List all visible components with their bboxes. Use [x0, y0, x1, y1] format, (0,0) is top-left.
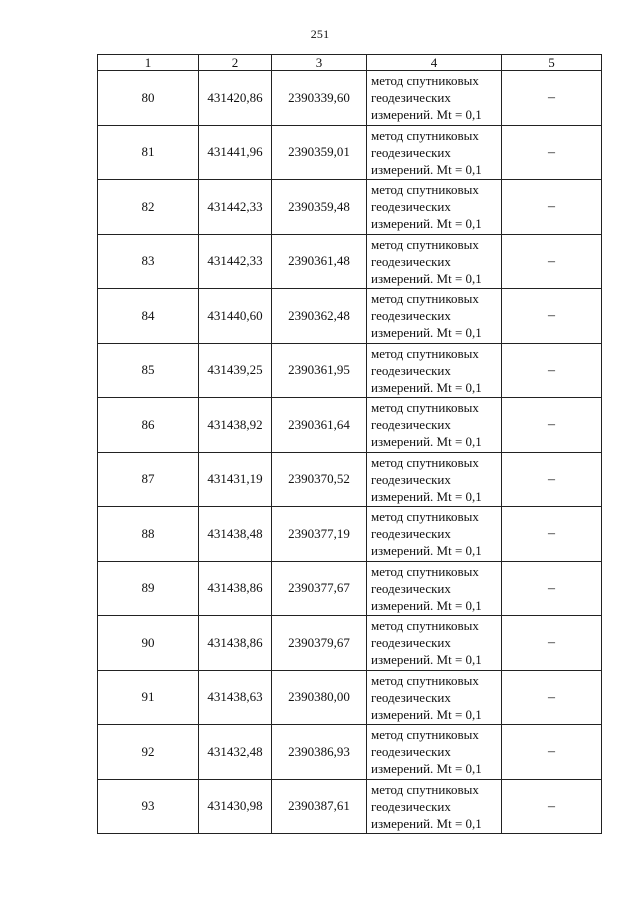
- header-col-1: 1: [98, 55, 199, 71]
- note-dash: –: [548, 798, 555, 814]
- coord-y: 2390387,61: [272, 779, 367, 834]
- note-cell: [502, 398, 602, 453]
- point-number: 86: [98, 398, 199, 453]
- method-cell: [367, 180, 502, 235]
- page-number: 251: [310, 27, 330, 41]
- coord-y: 2390361,64: [272, 398, 367, 453]
- table-row: [98, 670, 602, 725]
- method-line-3: измерений. Mt = 0,1: [371, 597, 482, 613]
- method-line-3: измерений. Mt = 0,1: [371, 379, 482, 395]
- method-cell: [367, 452, 502, 507]
- point-number: 91: [98, 670, 199, 725]
- coord-x: 431430,98: [199, 779, 272, 834]
- note-cell: [502, 561, 602, 616]
- coord-y: 2390380,00: [272, 670, 367, 725]
- point-number: 85: [98, 343, 199, 398]
- method-cell: [367, 234, 502, 289]
- coord-y: 2390370,52: [272, 452, 367, 507]
- coord-y: 2390359,01: [272, 125, 367, 180]
- method-line-1: метод спутниковых: [371, 727, 479, 743]
- table-row: [98, 71, 602, 126]
- note-cell: [502, 452, 602, 507]
- table-row: [98, 452, 602, 507]
- point-number: 89: [98, 561, 199, 616]
- note-cell: [502, 670, 602, 725]
- method-line-2: геодезических: [371, 308, 451, 324]
- table-row: [98, 125, 602, 180]
- table-row: [98, 616, 602, 671]
- method-cell: [367, 398, 502, 453]
- point-number: 84: [98, 289, 199, 344]
- header-col-3: 3: [272, 55, 367, 71]
- header-col-4: 4: [367, 55, 502, 71]
- coord-x: 431439,25: [199, 343, 272, 398]
- coord-x: 431441,96: [199, 125, 272, 180]
- point-number: 81: [98, 125, 199, 180]
- method-line-2: геодезических: [371, 471, 451, 487]
- note-cell: [502, 343, 602, 398]
- coord-y: 2390377,19: [272, 507, 367, 562]
- header-row: [98, 55, 602, 71]
- table-row: [98, 507, 602, 562]
- note-cell: [502, 725, 602, 780]
- method-line-3: измерений. Mt = 0,1: [371, 434, 482, 450]
- method-line-2: геодезических: [371, 526, 451, 542]
- table-row: [98, 343, 602, 398]
- method-line-1: метод спутниковых: [371, 563, 479, 579]
- note-cell: [502, 616, 602, 671]
- point-number: 87: [98, 452, 199, 507]
- coord-x: 431442,33: [199, 234, 272, 289]
- method-line-3: измерений. Mt = 0,1: [371, 325, 482, 341]
- method-line-2: геодезических: [371, 199, 451, 215]
- method-line-1: метод спутниковых: [371, 454, 479, 470]
- method-cell: [367, 616, 502, 671]
- method-line-2: геодезических: [371, 689, 451, 705]
- method-line-1: метод спутниковых: [371, 127, 479, 143]
- note-cell: [502, 289, 602, 344]
- table-header: [98, 55, 602, 71]
- method-line-3: измерений. Mt = 0,1: [371, 761, 482, 777]
- method-cell: [367, 71, 502, 126]
- note-cell: [502, 125, 602, 180]
- method-line-1: метод спутниковых: [371, 291, 479, 307]
- coord-y: 2390362,48: [272, 289, 367, 344]
- note-dash: –: [548, 144, 555, 160]
- note-dash: –: [548, 471, 555, 487]
- note-cell: [502, 234, 602, 289]
- coord-x: 431440,60: [199, 289, 272, 344]
- method-line-1: метод спутниковых: [371, 509, 479, 525]
- coord-x: 431442,33: [199, 180, 272, 235]
- note-dash: –: [548, 253, 555, 269]
- coord-y: 2390361,95: [272, 343, 367, 398]
- coord-y: 2390361,48: [272, 234, 367, 289]
- method-line-2: геодезических: [371, 362, 451, 378]
- note-dash: –: [548, 308, 555, 324]
- point-number: 93: [98, 779, 199, 834]
- method-line-3: измерений. Mt = 0,1: [371, 488, 482, 504]
- point-number: 83: [98, 234, 199, 289]
- coord-x: 431438,63: [199, 670, 272, 725]
- coord-y: 2390359,48: [272, 180, 367, 235]
- method-line-1: метод спутниковых: [371, 672, 479, 688]
- method-line-2: геодезических: [371, 798, 451, 814]
- coord-y: 2390379,67: [272, 616, 367, 671]
- method-line-2: геодезических: [371, 144, 451, 160]
- note-dash: –: [548, 199, 555, 215]
- method-line-3: измерений. Mt = 0,1: [371, 270, 482, 286]
- note-cell: [502, 507, 602, 562]
- coord-x: 431438,92: [199, 398, 272, 453]
- method-cell: [367, 507, 502, 562]
- method-line-3: измерений. Mt = 0,1: [371, 815, 482, 831]
- coord-x: 431438,48: [199, 507, 272, 562]
- method-cell: [367, 725, 502, 780]
- method-line-1: метод спутниковых: [371, 345, 479, 361]
- method-line-2: геодезических: [371, 744, 451, 760]
- coord-y: 2390339,60: [272, 71, 367, 126]
- table-row: [98, 180, 602, 235]
- method-cell: [367, 125, 502, 180]
- note-cell: [502, 180, 602, 235]
- method-cell: [367, 561, 502, 616]
- method-line-3: измерений. Mt = 0,1: [371, 543, 482, 559]
- method-line-2: геодезических: [371, 253, 451, 269]
- table-row: [98, 289, 602, 344]
- method-line-3: измерений. Mt = 0,1: [371, 107, 482, 123]
- note-dash: –: [548, 689, 555, 705]
- method-line-1: метод спутниковых: [371, 400, 479, 416]
- point-number: 80: [98, 71, 199, 126]
- note-dash: –: [548, 635, 555, 651]
- table-row: [98, 779, 602, 834]
- method-cell: [367, 289, 502, 344]
- point-number: 82: [98, 180, 199, 235]
- note-dash: –: [548, 362, 555, 378]
- method-line-3: измерений. Mt = 0,1: [371, 216, 482, 232]
- coord-x: 431420,86: [199, 71, 272, 126]
- method-line-1: метод спутниковых: [371, 781, 479, 797]
- method-line-1: метод спутниковых: [371, 73, 479, 89]
- note-dash: –: [548, 417, 555, 433]
- coordinates-table: [97, 54, 602, 834]
- coord-y: 2390386,93: [272, 725, 367, 780]
- note-cell: [502, 779, 602, 834]
- table-row: [98, 561, 602, 616]
- note-dash: –: [548, 580, 555, 596]
- method-line-2: геодезических: [371, 90, 451, 106]
- method-cell: [367, 343, 502, 398]
- method-line-3: измерений. Mt = 0,1: [371, 706, 482, 722]
- method-line-1: метод спутниковых: [371, 182, 479, 198]
- note-cell: [502, 71, 602, 126]
- point-number: 88: [98, 507, 199, 562]
- method-line-3: измерений. Mt = 0,1: [371, 161, 482, 177]
- note-dash: –: [548, 744, 555, 760]
- point-number: 92: [98, 725, 199, 780]
- table-row: [98, 234, 602, 289]
- header-col-2: 2: [199, 55, 272, 71]
- note-dash: –: [548, 526, 555, 542]
- header-col-5: 5: [502, 55, 602, 71]
- coord-x: 431431,19: [199, 452, 272, 507]
- method-line-1: метод спутниковых: [371, 236, 479, 252]
- method-line-3: измерений. Mt = 0,1: [371, 652, 482, 668]
- note-dash: –: [548, 90, 555, 106]
- method-cell: [367, 670, 502, 725]
- method-line-2: геодезических: [371, 580, 451, 596]
- coord-x: 431438,86: [199, 561, 272, 616]
- coord-x: 431432,48: [199, 725, 272, 780]
- coord-y: 2390377,67: [272, 561, 367, 616]
- table-row: [98, 725, 602, 780]
- method-line-2: геодезических: [371, 417, 451, 433]
- point-number: 90: [98, 616, 199, 671]
- method-line-1: метод спутниковых: [371, 618, 479, 634]
- coord-x: 431438,86: [199, 616, 272, 671]
- method-cell: [367, 779, 502, 834]
- table-body: [98, 71, 602, 834]
- method-line-2: геодезических: [371, 635, 451, 651]
- table-row: [98, 398, 602, 453]
